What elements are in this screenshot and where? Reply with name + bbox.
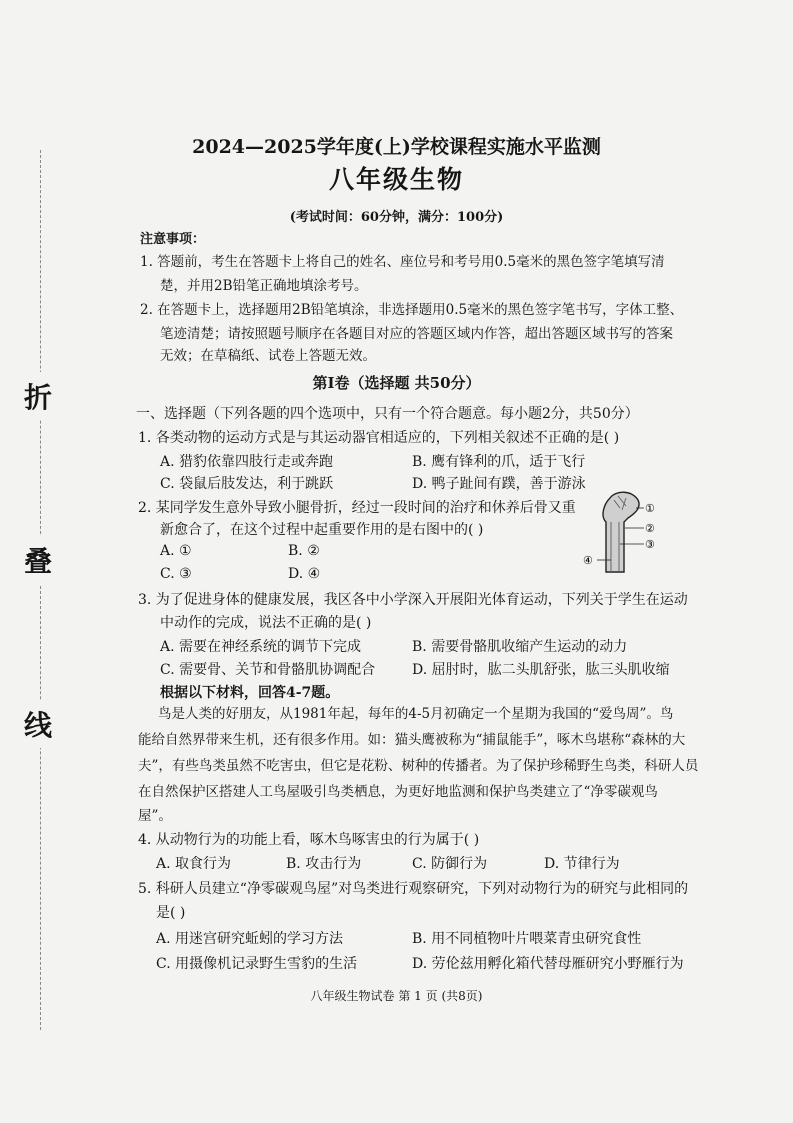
q1-option-b: B. 鹰有锋利的爪，适于飞行 bbox=[412, 454, 586, 470]
q3-stem-cont: 中动作的完成，说法不正确的是( ) bbox=[160, 615, 372, 631]
label-3: ③ bbox=[645, 538, 655, 551]
notice-item-2-cont: 笔迹清楚；请按照题号顺序在各题目对应的答题区域内作答，超出答题区域书写的答案 bbox=[160, 326, 673, 342]
q3-option-a: A. 需要在神经系统的调节下完成 bbox=[160, 639, 362, 655]
material-line-5: 屋”。 bbox=[138, 808, 172, 824]
q5-option-a: A. 用迷宫研究蚯蚓的学习方法 bbox=[156, 931, 344, 947]
q4-option-a: A. 取食行为 bbox=[156, 856, 232, 872]
q2-option-a: A. ① bbox=[160, 543, 192, 559]
q4-option-c: C. 防御行为 bbox=[412, 856, 488, 872]
bone-structure-diagram bbox=[580, 488, 660, 580]
notice-item-2-cont2: 无效；在草稿纸、试卷上答题无效。 bbox=[160, 348, 376, 364]
q1-option-c: C. 袋鼠后肢发达，利于跳跃 bbox=[160, 476, 334, 492]
exam-title: 2024—2025学年度(上)学校课程实施水平监测 bbox=[192, 136, 601, 158]
q3-option-d: D. 屈肘时，肱二头肌舒张，肱三头肌收缩 bbox=[412, 662, 670, 678]
label-1: ① bbox=[645, 502, 655, 515]
q3-option-b: B. 需要骨骼肌收缩产生运动的动力 bbox=[412, 639, 628, 655]
q2-option-d: D. ④ bbox=[288, 566, 321, 582]
section-intro: 一、选择题（下列各题的四个选项中，只有一个符合题意。每小题2分，共50分） bbox=[136, 406, 639, 422]
q5-option-c: C. 用摄像机记录野生雪豹的生活 bbox=[156, 956, 358, 972]
notice-item-1-cont: 楚，并用2B铅笔正确地填涂考号。 bbox=[160, 278, 368, 294]
q2-stem-cont: 新愈合了，在这个过程中起重要作用的是右图中的( ) bbox=[160, 522, 484, 538]
q2-option-b: B. ② bbox=[288, 543, 320, 559]
q5-stem: 5. 科研人员建立“净零碳观鸟屋”对鸟类进行观察研究，下列对动物行为的研究与此相同的 bbox=[138, 881, 689, 897]
notice-title: 注意事项： bbox=[140, 232, 206, 247]
q1-option-a: A. 猎豹依靠四肢行走或奔跑 bbox=[160, 454, 334, 470]
q4-option-d: D. 节律行为 bbox=[544, 856, 620, 872]
notice-item-2: 2. 在答题卡上，选择题用2B铅笔填涂，非选择题用0.5毫米的黑色签字笔书写，字体工整、 bbox=[140, 302, 684, 318]
q5-option-d: D. 劳伦兹用孵化箱代替母雁研究小野雁行为 bbox=[412, 956, 684, 972]
q5-stem-cont: 是( ) bbox=[156, 905, 186, 921]
fold-char-2: 叠 bbox=[24, 536, 52, 584]
q1-option-d: D. 鸭子趾间有蹼，善于游泳 bbox=[412, 476, 586, 492]
section-title: 第Ⅰ卷（选择题 共50分） bbox=[312, 374, 481, 392]
q2-stem: 2. 某同学发生意外导致小腿骨折，经过一段时间的治疗和休养后骨又重 bbox=[138, 500, 576, 516]
q4-option-b: B. 攻击行为 bbox=[286, 856, 362, 872]
q3-option-c: C. 需要骨、关节和骨骼肌协调配合 bbox=[160, 662, 376, 678]
q1-stem: 1. 各类动物的运动方式是与其运动器官相适应的，下列相关叙述不正确的是( ) bbox=[138, 430, 620, 446]
notice-item-1: 1. 答题前，考生在答题卡上将自己的姓名、座位号和考号用0.5毫米的黑色签字笔填写清 bbox=[140, 254, 665, 270]
q3-stem: 3. 为了促进身体的健康发展，我区各中小学深入开展阳光体育运动，下列关于学生在运动 bbox=[138, 592, 688, 608]
material-intro: 根据以下材料，回答4-7题。 bbox=[160, 685, 340, 701]
page-footer: 八年级生物试卷 第 1 页 (共8页) bbox=[310, 989, 483, 1003]
label-2: ② bbox=[645, 522, 655, 535]
fold-char-1: 折 bbox=[24, 372, 52, 420]
material-line-3: 夫”，有些鸟类虽然不吃害虫，但它是花粉、树种的传播者。为了保护珍稀野生鸟类，科研人员 bbox=[138, 758, 699, 774]
q4-stem: 4. 从动物行为的功能上看，啄木鸟啄害虫的行为属于( ) bbox=[138, 832, 480, 848]
material-line-4: 在自然保护区搭建人工鸟屋吸引鸟类栖息，为更好地监测和保护鸟类建立了“净零碳观鸟 bbox=[138, 784, 658, 800]
material-line-1: 鸟是人类的好朋友，从1981年起，每年的4-5月初确定一个星期为我国的“爱鸟周”。鸟 bbox=[158, 706, 674, 722]
fold-dashed-line bbox=[40, 150, 42, 1030]
fold-char-3: 线 bbox=[24, 700, 52, 748]
exam-info: (考试时间：60分钟，满分：100分) bbox=[289, 210, 504, 225]
label-4: ④ bbox=[583, 554, 593, 567]
material-line-2: 能给自然界带来生机，还有很多作用。如：猫头鹰被称为“捕鼠能手”，啄木鸟堪称“森林的大 bbox=[138, 732, 686, 748]
q2-option-c: C. ③ bbox=[160, 566, 192, 582]
q5-option-b: B. 用不同植物叶片喂菜青虫研究食性 bbox=[412, 931, 642, 947]
subject-title: 八年级生物 bbox=[328, 165, 464, 194]
